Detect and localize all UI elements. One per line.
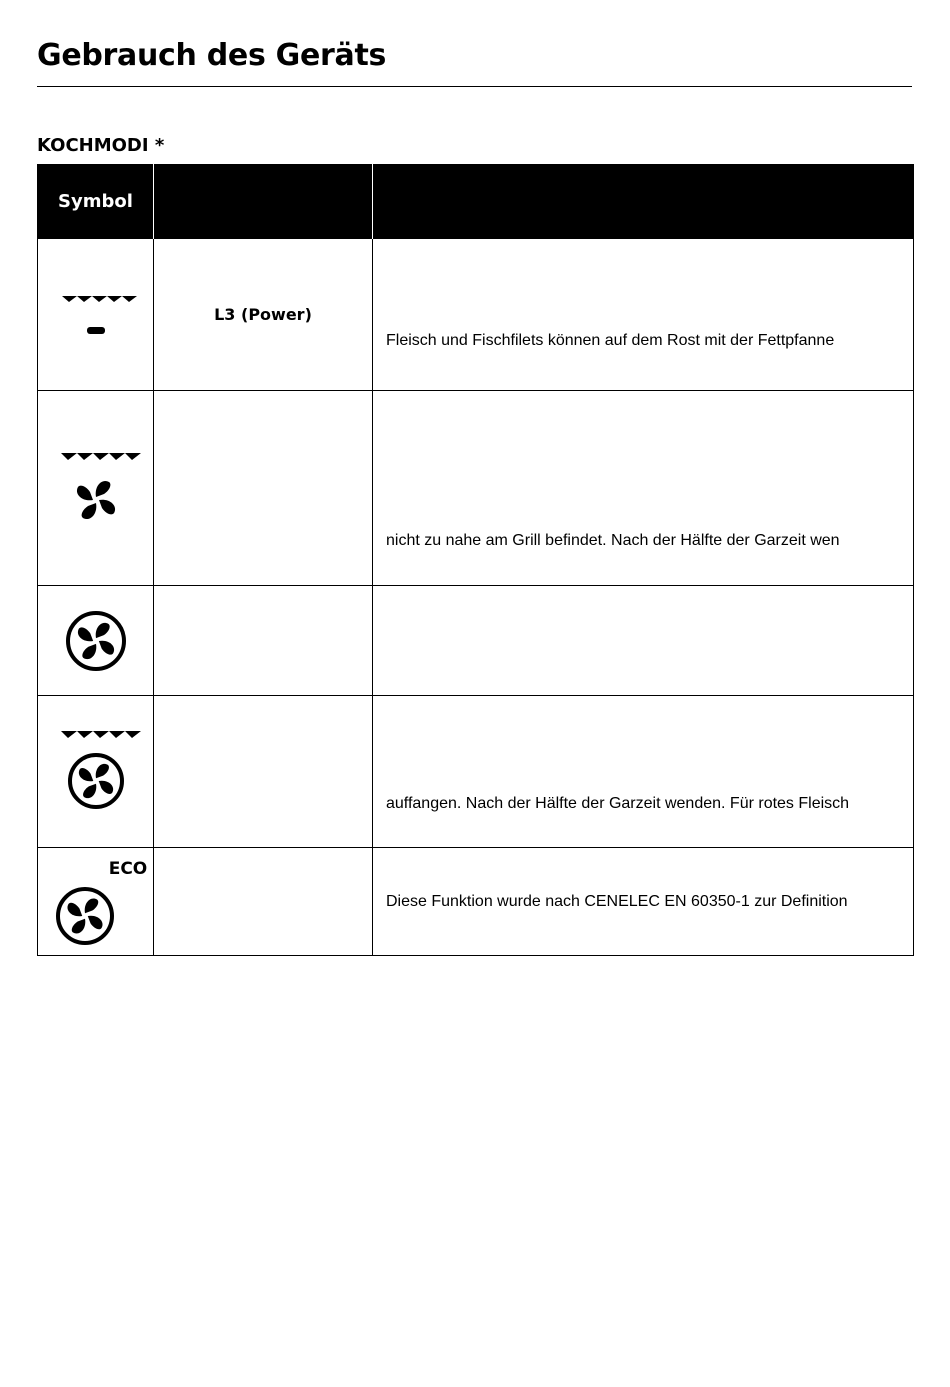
mode-name xyxy=(154,391,373,586)
table-header-row xyxy=(38,164,914,239)
mode-description: Diese Funktion wurde nach CENELEC EN 60350-1 zur Definition xyxy=(373,848,914,956)
table-row xyxy=(38,239,914,391)
grill-power-icon xyxy=(51,290,141,340)
description-text: auffangen. Nach der Hälfte der Garzeit wenden. Für rotes Fleisch xyxy=(386,794,850,812)
table-row xyxy=(38,586,914,696)
header-symbol: Symbol xyxy=(38,164,154,239)
table-row xyxy=(38,848,914,956)
mode-description xyxy=(373,391,914,586)
grill-circulating-fan-icon xyxy=(50,726,142,818)
symbol-cell xyxy=(38,391,154,586)
header-description xyxy=(373,164,914,239)
table-row xyxy=(38,391,914,586)
description-text: Fleisch und Fischfilets können auf dem Rost mit der Fettpfanne xyxy=(386,331,835,349)
symbol-cell xyxy=(38,586,154,696)
symbol-cell xyxy=(38,848,154,956)
title-divider xyxy=(37,86,912,87)
mode-name xyxy=(154,848,373,956)
description-text: nicht zu nahe am Grill befindet. Nach der Hälfte der Garzeit wen xyxy=(386,532,840,549)
symbol-cell xyxy=(38,239,154,391)
mode-description xyxy=(373,239,914,391)
mode-name xyxy=(154,586,373,696)
table-row xyxy=(38,696,914,848)
symbol-cell xyxy=(38,696,154,848)
grill-fan-icon xyxy=(50,448,142,528)
cooking-modes-table xyxy=(37,164,914,956)
eco-label: ECO xyxy=(108,858,147,879)
mode-name xyxy=(154,696,373,848)
circulating-fan-icon xyxy=(61,606,131,676)
mode-description xyxy=(373,586,914,696)
mode-name: L3 (Power) xyxy=(154,239,373,391)
mode-description xyxy=(373,696,914,848)
eco-fan-icon xyxy=(51,854,147,950)
section-heading: KOCHMODI * xyxy=(37,135,165,156)
page-title: Gebrauch des Geräts xyxy=(37,38,387,73)
header-function xyxy=(154,164,373,239)
